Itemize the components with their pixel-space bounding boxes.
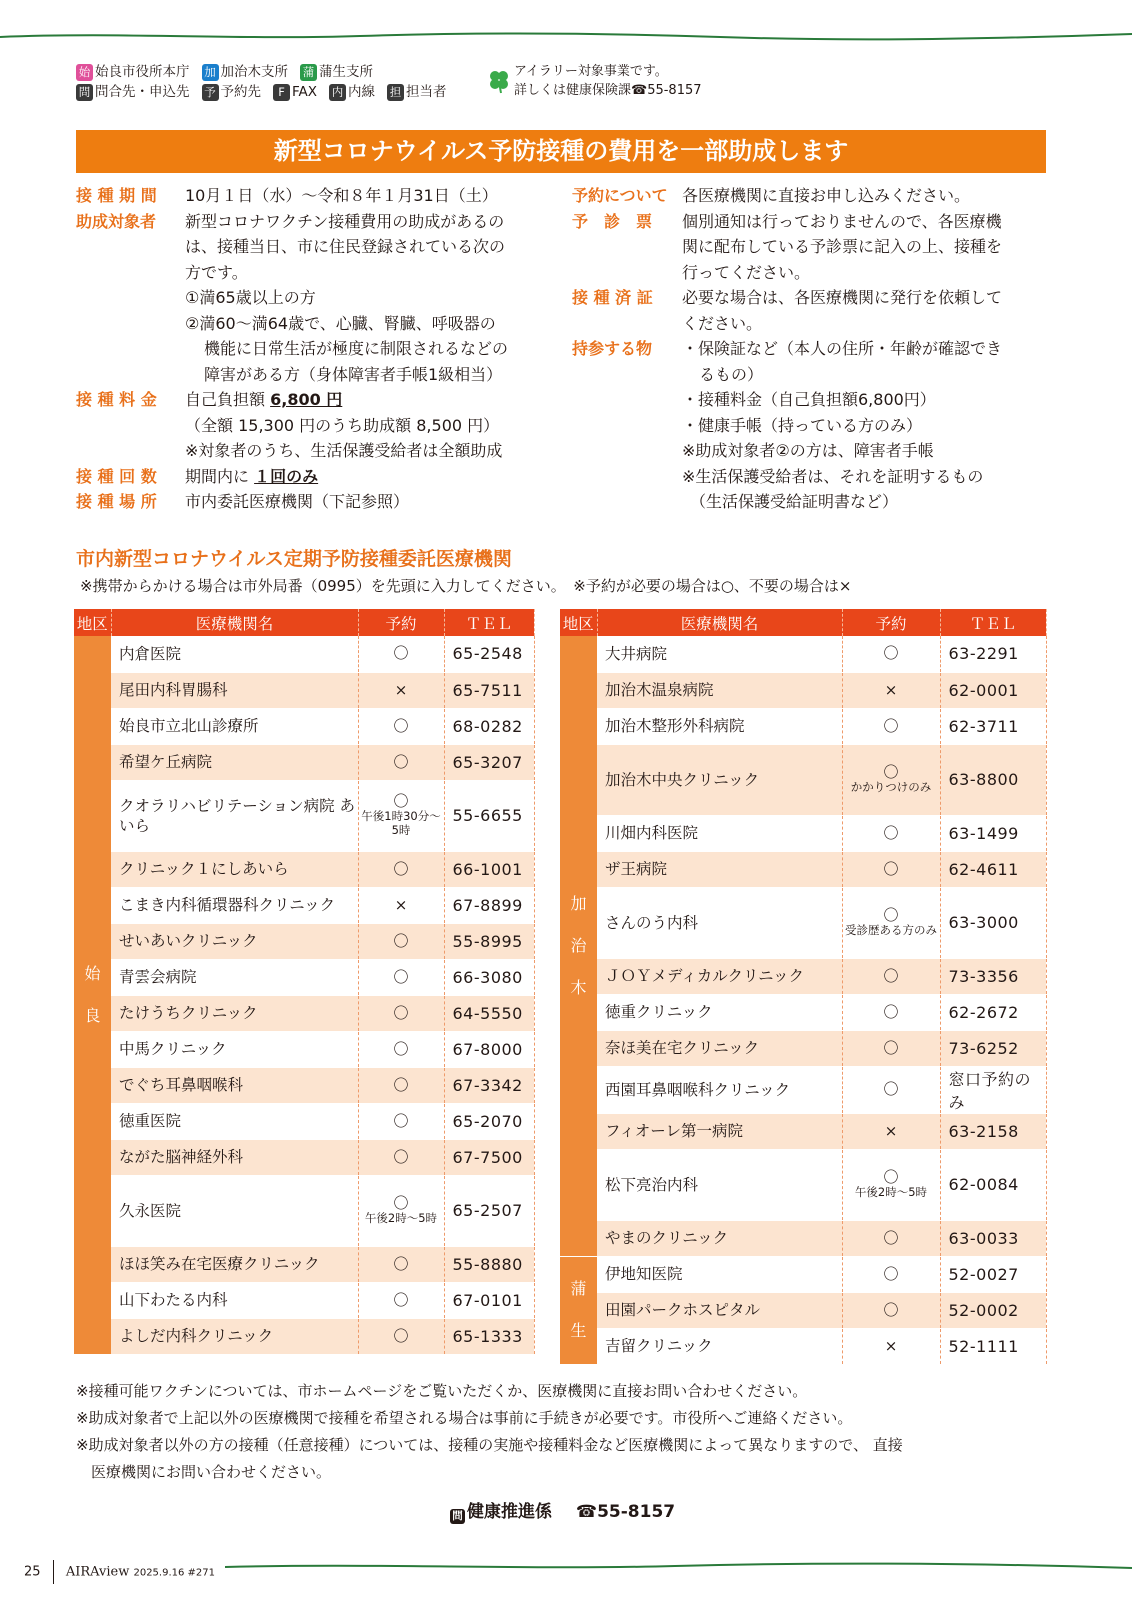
area-cell: [560, 1256, 597, 1364]
inquiry-icon: 問: [450, 1509, 465, 1524]
table-row: [560, 1292, 1046, 1328]
reservation-cell: [358, 1246, 444, 1282]
count-prefix: 期間内に: [185, 467, 250, 486]
area-char: 良: [84, 1005, 101, 1025]
reservation-cell: [358, 959, 444, 995]
institution-name: 山下わたる内科: [111, 1282, 358, 1318]
table-row: [560, 672, 1046, 708]
target-text: 機能に日常生活が極度に制限されるなどの: [204, 339, 509, 358]
reservation-mark: ×: [394, 895, 408, 914]
tel-cell: 67-7500: [444, 1139, 534, 1175]
target-text: 方です。: [185, 263, 248, 282]
fee-value: [185, 387, 342, 413]
bring-label: 持参する物: [572, 339, 653, 358]
institution-name: こまき内科循環器科クリニック: [111, 887, 358, 923]
table-row: [560, 958, 1046, 994]
target-text: 障害がある方（身体障害者手帳1級相当）: [204, 365, 503, 384]
target-label: 助成対象者: [76, 212, 157, 231]
legend-item-staff: [387, 82, 447, 102]
reservation-mark: 〇: [393, 931, 409, 950]
reservation-cell: [358, 1282, 444, 1318]
reservation-mark: 〇: [883, 1228, 899, 1247]
count-amount: １回のみ: [254, 467, 319, 486]
reservation-cell: [842, 1113, 940, 1149]
bring-text: ・接種料金（自己負担額6,800円）: [682, 390, 936, 409]
tel-cell: 63-2158: [940, 1113, 1046, 1149]
tel-cell: 62-0001: [940, 672, 1046, 708]
table-header-row: [560, 609, 1046, 636]
tel-cell: 65-2507: [444, 1175, 534, 1246]
reservation-mark: 〇: [393, 1111, 409, 1130]
legend-row-symbols: [76, 82, 447, 102]
institution-name: 徳重クリニック: [597, 994, 842, 1030]
table-row: [74, 1318, 534, 1354]
period-value: 10月１日（水）～令和８年１月31日（土）: [185, 186, 498, 205]
clover-icon: [486, 68, 512, 94]
tel-cell: 73-3356: [940, 958, 1046, 994]
reservation-mark: 〇: [883, 1168, 899, 1186]
table-row: [74, 1246, 534, 1282]
place-value: 市内委託医療機関（下記参照）: [185, 492, 410, 511]
table-row: [74, 780, 534, 851]
fee-amount: 6,800 円: [270, 390, 343, 409]
reservation-cell: [358, 923, 444, 959]
institution-name: 大井病院: [597, 636, 842, 672]
institution-name: たけうちクリニック: [111, 995, 358, 1031]
reservation-mark: 〇: [883, 1002, 899, 1021]
legend-label: 始良市役所本庁: [95, 64, 190, 80]
institution-name: フィオーレ第一病院: [597, 1113, 842, 1149]
reservation-cell: [358, 708, 444, 744]
page-footer: [24, 1560, 215, 1584]
table-row: [560, 708, 1046, 744]
tel-cell: 67-8000: [444, 1031, 534, 1067]
fee-prefix: 自己負担額: [185, 390, 266, 409]
area-cell: [74, 636, 111, 1354]
period-label: 接 種 期 間: [76, 186, 157, 205]
institution-name: 加治木中央クリニック: [597, 744, 842, 815]
tel-cell: 65-2070: [444, 1103, 534, 1139]
icon-legend: [76, 62, 447, 102]
bring-text: ※生活保護受給者は、それを証明するもの: [682, 467, 984, 486]
legend-row-offices: [76, 62, 447, 82]
reservation-note: 受診歴ある方のみ: [845, 923, 937, 937]
airaly-note: [514, 62, 702, 100]
tel-cell: 55-8880: [444, 1246, 534, 1282]
tel-cell: 65-1333: [444, 1318, 534, 1354]
institution-name: 川畑内科医院: [597, 815, 842, 851]
institution-name: 希望ケ丘病院: [111, 744, 358, 780]
footnote: ※接種可能ワクチンについては、市ホームページをご覧いただくか、医療機関に直接お問い合わせください。: [76, 1382, 808, 1400]
table-row: [74, 1139, 534, 1175]
reservation-mark: 〇: [883, 859, 899, 878]
reservation-cell: [842, 815, 940, 851]
name-header: 医療機関名: [111, 609, 358, 636]
table-row: [74, 1031, 534, 1067]
tel-cell: 73-6252: [940, 1030, 1046, 1066]
reservation-note: 午後2時～5時: [854, 1185, 928, 1199]
table-row: [560, 887, 1046, 958]
reservation-cell: [842, 1328, 940, 1364]
reservation-cell: [358, 1139, 444, 1175]
institution-name: 青雲会病院: [111, 959, 358, 995]
table-row: [560, 1149, 1046, 1220]
reservation-mark: 〇: [393, 1075, 409, 1094]
reserve-label: 予約について: [572, 186, 668, 205]
tel-header: ＴＥＬ: [444, 609, 534, 636]
reservation-mark: 〇: [393, 1290, 409, 1309]
bring-text: ※助成対象者②の方は、障害者手帳: [682, 441, 934, 460]
reservation-mark: 〇: [393, 1147, 409, 1166]
table-row: [560, 851, 1046, 887]
reservation-mark: 〇: [883, 716, 899, 735]
tel-cell: 65-2548: [444, 636, 534, 672]
tel-cell: 65-7511: [444, 672, 534, 708]
tel-cell: 67-3342: [444, 1067, 534, 1103]
legend-item-fax: [273, 82, 317, 102]
reservation-mark: ×: [884, 1121, 898, 1140]
kajiki-icon: 加: [202, 64, 219, 81]
reservation-cell: [842, 1149, 940, 1220]
legend-label: 蒲生支所: [319, 64, 373, 80]
reservation-cell: [842, 1220, 940, 1256]
reservation-cell: [358, 887, 444, 923]
institution-name: クリニック１にしあいら: [111, 851, 358, 887]
legend-item-honcho: [76, 62, 190, 82]
table-row: [74, 1103, 534, 1139]
table-row: [74, 672, 534, 708]
reservation-mark: 〇: [393, 1003, 409, 1022]
table-row: [74, 1282, 534, 1318]
reservation-cell: [842, 1030, 940, 1066]
brand-name: AIRAview: [65, 1564, 130, 1580]
kamo-icon: 蒲: [300, 64, 317, 81]
target-text: 新型コロナワクチン接種費用の助成があるの: [185, 212, 505, 231]
legend-label: 予約先: [220, 84, 261, 100]
institution-name: 中馬クリニック: [111, 1031, 358, 1067]
tel-cell: 62-3711: [940, 708, 1046, 744]
reservation-mark: 〇: [883, 823, 899, 842]
legend-label: 加治木支所: [220, 64, 288, 80]
institution-name: さんのう内科: [597, 887, 842, 958]
reservation-cell: [842, 1292, 940, 1328]
institution-name: 始良市立北山診療所: [111, 708, 358, 744]
tel-cell: 55-8995: [444, 923, 534, 959]
tel-cell: 55-6655: [444, 780, 534, 851]
area-char: 木: [570, 977, 587, 997]
table-row: [560, 744, 1046, 815]
reservation-cell: [842, 958, 940, 994]
reservation-mark: 〇: [393, 1254, 409, 1273]
reservation-cell: [842, 1066, 940, 1113]
reservation-cell: [842, 636, 940, 672]
cert-text: ください。: [682, 314, 763, 333]
reservation-cell: [358, 1318, 444, 1354]
legend-label: FAX: [292, 84, 318, 100]
institution-name: 徳重医院: [111, 1103, 358, 1139]
institution-name: せいあいクリニック: [111, 923, 358, 959]
tel-cell: 67-0101: [444, 1282, 534, 1318]
reservation-mark: 〇: [393, 1194, 409, 1212]
institution-name: 伊地知医院: [597, 1256, 842, 1292]
reservation-mark: 〇: [883, 1264, 899, 1283]
table-row: [560, 815, 1046, 851]
footnote: 医療機関にお問い合わせください。: [76, 1463, 332, 1481]
institution-name: 田園パークホスピタル: [597, 1292, 842, 1328]
contact-tel: ☎55-8157: [575, 1502, 676, 1522]
honcho-icon: 始: [76, 64, 93, 81]
contact-info: [450, 1497, 675, 1524]
reservation-cell: [358, 851, 444, 887]
name-header: 医療機関名: [597, 609, 842, 636]
reservation-cell: [842, 708, 940, 744]
fee-label: 接 種 料 金: [76, 390, 157, 409]
tel-cell: 窓口予約のみ: [940, 1066, 1046, 1113]
area-char: 治: [570, 935, 587, 955]
section-title: 市内新型コロナウイルス定期予防接種委託医療機関: [76, 548, 512, 570]
bring-text: るもの）: [699, 365, 764, 384]
reservation-mark: 〇: [883, 906, 899, 924]
tel-cell: 66-3080: [444, 959, 534, 995]
table-row: [560, 1066, 1046, 1113]
bring-text: ・健康手帳（持っている方のみ）: [682, 416, 923, 435]
reserve-header: 予約: [842, 609, 940, 636]
reservation-mark: 〇: [883, 1038, 899, 1057]
place-label: 接 種 場 所: [76, 492, 157, 511]
reservation-cell: [358, 636, 444, 672]
tel-cell: 63-1499: [940, 815, 1046, 851]
table-header-row: [74, 609, 534, 636]
reservation-mark: 〇: [393, 716, 409, 735]
fax-icon: F: [273, 84, 290, 101]
reservation-mark: ×: [394, 680, 408, 699]
legend-item-kamo: [300, 62, 373, 82]
institution-name: やまのクリニック: [597, 1220, 842, 1256]
reservation-note: かかりつけのみ: [850, 780, 932, 794]
legend-item-inquiry: [76, 82, 190, 102]
legend-item-kajiki: [202, 62, 289, 82]
reservation-cell: [358, 1031, 444, 1067]
cert-text: 必要な場合は、各医療機関に発行を依頼して: [682, 288, 1003, 307]
top-wavy-line: [0, 28, 1132, 46]
reservation-cell: [358, 1067, 444, 1103]
tel-cell: 66-1001: [444, 851, 534, 887]
legend-item-extension: [329, 82, 375, 102]
tel-cell: 62-2672: [940, 994, 1046, 1030]
table-row: [74, 1067, 534, 1103]
tel-cell: 62-4611: [940, 851, 1046, 887]
tel-cell: 62-0084: [940, 1149, 1046, 1220]
table-row: [74, 708, 534, 744]
area-header: 地区: [560, 609, 597, 636]
tel-cell: 67-8899: [444, 887, 534, 923]
institution-name: 吉留クリニック: [597, 1328, 842, 1364]
institution-name: クオラリハビリテーション病院 あいら: [111, 780, 358, 851]
footnotes: [76, 1378, 903, 1486]
legend-label: 担当者: [406, 84, 447, 100]
tel-cell: 52-0027: [940, 1256, 1046, 1292]
fee-text: （全額 15,300 円のうち助成額 8,500 円）: [185, 416, 500, 435]
reservation-mark: 〇: [393, 967, 409, 986]
institution-name: 加治木整形外科病院: [597, 708, 842, 744]
table-row: [560, 1328, 1046, 1364]
table-row: [560, 636, 1046, 672]
target-text: ①満65歳以上の方: [185, 288, 316, 307]
count-label: 接 種 回 数: [76, 467, 157, 486]
reservation-mark: 〇: [883, 1300, 899, 1319]
tel-cell: 63-8800: [940, 744, 1046, 815]
institution-name: ザ王病院: [597, 851, 842, 887]
table-row: [74, 923, 534, 959]
reservation-cell: [358, 780, 444, 851]
page-number: 25: [24, 1564, 41, 1580]
reservation-note: 午後2時～5時: [364, 1211, 438, 1225]
issue-info: 2025.9.16 #271: [133, 1567, 216, 1579]
tel-cell: 64-5550: [444, 995, 534, 1031]
target-text: ②満60～満64歳で、心臓、腎臓、呼吸器の: [185, 314, 496, 333]
area-header: 地区: [74, 609, 111, 636]
area-cell: [560, 636, 597, 1256]
table-row: [74, 995, 534, 1031]
bottom-wavy-line: [225, 1560, 1132, 1574]
footnote: ※助成対象者以外の方の接種（任意接種）については、接種の実施や接種料金など医療機関によって異なりますので、 直接: [76, 1436, 903, 1454]
reservation-mark: ×: [884, 1336, 898, 1355]
reservation-mark: 〇: [393, 752, 409, 771]
reservation-cell: [358, 672, 444, 708]
table-row: [560, 1030, 1046, 1066]
page-title: 新型コロナウイルス予防接種の費用を一部助成します: [76, 130, 1046, 173]
reservation-cell: [358, 744, 444, 780]
reservation-cell: [842, 672, 940, 708]
reservation-mark: 〇: [883, 1080, 899, 1098]
area-char: 蒲: [570, 1279, 587, 1298]
reservation-note: 午後1時30分～5時: [361, 809, 441, 837]
table-row: [560, 994, 1046, 1030]
extension-icon: 内: [329, 84, 346, 101]
table-row: [74, 887, 534, 923]
reservation-cell: [842, 744, 940, 815]
area-char: 加: [570, 893, 587, 913]
area-char: 生: [570, 1321, 587, 1340]
legend-label: 内線: [348, 84, 376, 100]
reservation-cell: [842, 887, 940, 958]
table-row: [74, 636, 534, 672]
tel-cell: 63-2291: [940, 636, 1046, 672]
cert-label: 接 種 済 証: [572, 288, 653, 307]
reservation-mark: 〇: [393, 859, 409, 878]
institution-name: ＪＯＹメディカルクリニック: [597, 958, 842, 994]
reserve-icon: 予: [202, 84, 219, 101]
airaly-line: 詳しくは健康保険課☎55-8157: [514, 83, 702, 98]
reservation-cell: [358, 995, 444, 1031]
target-text: は、接種当日、市に住民登録されている次の: [185, 237, 506, 256]
table-row: [560, 1256, 1046, 1292]
institution-name: 奈ほ美在宅クリニック: [597, 1030, 842, 1066]
staff-icon: 担: [387, 84, 404, 101]
table-row: [74, 1175, 534, 1246]
bring-text: ・保険証など（本人の住所・年齢が確認でき: [682, 339, 1003, 358]
left-institution-table: [74, 609, 535, 1355]
section-note: ※携帯からかける場合は市外局番（0995）を先頭に入力してください。 ※予約が必要の場合は○、不要の場合は×: [80, 577, 852, 595]
institution-name: ながた脳神経外科: [111, 1139, 358, 1175]
reservation-cell: [842, 1256, 940, 1292]
footnote: ※助成対象者で上記以外の医療機関で接種を希望される場合は事前に手続きが必要です。市役所へご連絡ください。: [76, 1409, 853, 1427]
ticket-text: 個別通知は行っておりませんので、各医療機: [682, 212, 1002, 231]
reserve-value: 各医療機関に直接お申し込みください。: [682, 186, 971, 205]
reservation-mark: ×: [884, 680, 898, 699]
reservation-mark: 〇: [393, 644, 409, 663]
contact-label: 健康推進係: [467, 1502, 552, 1522]
reservation-cell: [842, 994, 940, 1030]
tel-cell: 65-3207: [444, 744, 534, 780]
table-row: [560, 1113, 1046, 1149]
institution-name: 内倉医院: [111, 636, 358, 672]
reservation-mark: 〇: [883, 763, 899, 781]
inquiry-icon: 問: [76, 84, 93, 101]
ticket-text: 関に配布している予診票に記入の上、接種を: [682, 237, 1003, 256]
area-char: 始: [84, 963, 101, 983]
ticket-label: 予 診 票: [572, 212, 653, 231]
institution-name: 尾田内科胃腸科: [111, 672, 358, 708]
reserve-header: 予約: [358, 609, 444, 636]
reservation-mark: 〇: [883, 644, 899, 663]
fee-text: ※対象者のうち、生活保護受給者は全額助成: [185, 441, 503, 460]
table-row: [74, 851, 534, 887]
reservation-mark: 〇: [393, 1326, 409, 1345]
tel-cell: 63-0033: [940, 1220, 1046, 1256]
tel-cell: 52-0002: [940, 1292, 1046, 1328]
reservation-cell: [358, 1175, 444, 1246]
right-institution-table: [560, 609, 1047, 1365]
count-value: [185, 464, 318, 490]
institution-name: 松下亮治内科: [597, 1149, 842, 1220]
ticket-text: 行ってください。: [682, 263, 811, 282]
institution-name: 西園耳鼻咽喉科クリニック: [597, 1066, 842, 1113]
institution-name: 加治木温泉病院: [597, 672, 842, 708]
tel-header: ＴＥＬ: [940, 609, 1046, 636]
tel-cell: 63-3000: [940, 887, 1046, 958]
airaly-line: アイラリー対象事業です。: [514, 64, 668, 79]
institution-name: 久永医院: [111, 1175, 358, 1246]
tel-cell: 68-0282: [444, 708, 534, 744]
legend-item-reserve: [202, 82, 262, 102]
footer-divider: [53, 1560, 54, 1584]
reservation-mark: 〇: [883, 966, 899, 985]
reservation-mark: 〇: [393, 792, 409, 810]
reservation-mark: 〇: [393, 1039, 409, 1058]
institution-name: ほほ笑み在宅医療クリニック: [111, 1246, 358, 1282]
institution-name: でぐち耳鼻咽喉科: [111, 1067, 358, 1103]
reservation-cell: [358, 1103, 444, 1139]
legend-label: 問合先・申込先: [95, 84, 190, 100]
reservation-cell: [842, 851, 940, 887]
table-row: [560, 1220, 1046, 1256]
institution-name: よしだ内科クリニック: [111, 1318, 358, 1354]
tel-cell: 52-1111: [940, 1328, 1046, 1364]
table-row: [74, 959, 534, 995]
bring-text: （生活保護受給証明書など）: [690, 492, 899, 511]
table-row: [74, 744, 534, 780]
